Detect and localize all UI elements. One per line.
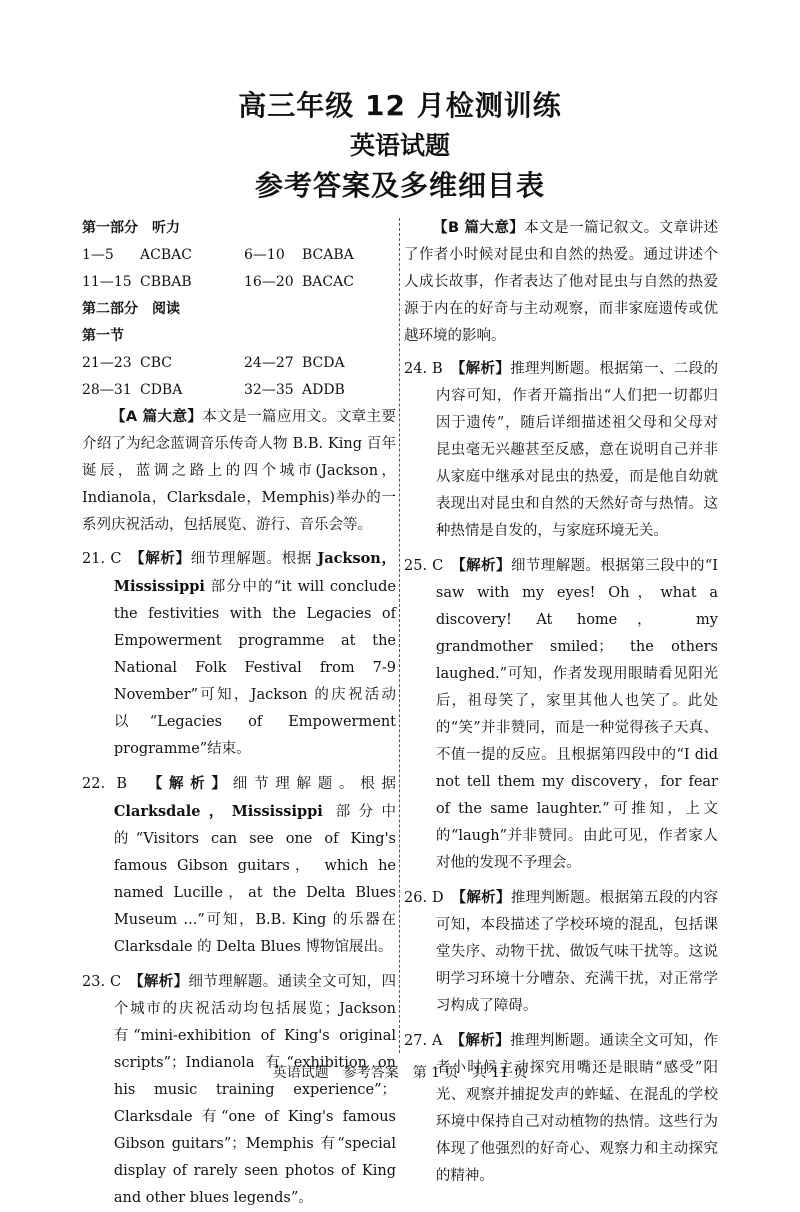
- answer-row: 28—31 CDBA 32—35 ADDB: [82, 382, 345, 398]
- section-heading: 第一节: [82, 328, 124, 344]
- q25-explanation: 25. C 【解析】细节理解题。根据第三段中的“I saw with my eyes! Oh，what a discovery! At home， my grandmother smiled； the others laughed.”可知，作者发现用眼睛看见阳光后，祖母笑了，家里其他人也笑了。此处的“笑”并非赞同，而是一种觉得孩子天真、不值一提的反应。且根据第四段中的“I did not tell them my discovery，for fear of the same laughter.”可推知，上文的“laugh”并非赞同。由此可见，作者家人对他的发现不予理会。: [404, 558, 719, 871]
- answer-row: 11—15 CBBAB 16—20 BACAC: [82, 274, 354, 290]
- page-title: 高三年级 12 月检测训练: [238, 89, 562, 122]
- q24-explanation: 24. B 【解析】推理判断题。根据第一、二段的内容可知，作者开篇指出“人们把一切都归因于遗传”，随后详细描述祖父母和父母对昆虫毫无兴趣甚至反感，意在说明自己并非从家庭中继承对昆虫的热爱，而是他自幼就表现出对昆虫和自然的天然好奇与热情。这种热情是自发的，与家庭环境无关。: [404, 361, 719, 539]
- title-block: [0, 88, 800, 204]
- q27-explanation: 27. A 【解析】推理判断题。通读全文可知，作者小时候主动探究用嘴还是眼睛“感受”阳光、观察并捕捉发声的蚱蜢、在混乱的学校环境中保持自己对动植物的热情。这些行为体现了他强烈的好奇心、观察力和主动探究的精神。: [404, 1033, 719, 1184]
- passage-b-summary: 【B 篇大意】本文是一篇记叙文。文章讲述了作者小时候对昆虫和自然的热爱。通过讲述个人成长故事，作者表达了他对昆虫与自然的热爱源于内在的好奇与主动观察，而非家庭遗传或优越环境的影响。: [404, 220, 718, 344]
- part1-heading: 第一部分 听力: [82, 220, 180, 236]
- answer-row: 21—23 CBC 24—27 BCDA: [82, 355, 345, 371]
- q26-explanation: 26. D 【解析】推理判断题。根据第五段的内容可知，本段描述了学校环境的混乱，包括课堂失序、动物干扰、做饭气味干扰等。这说明学习环境十分嘈杂、充满干扰，对正常学习构成了障碍。: [404, 890, 719, 1014]
- q22-explanation: 22. B 【解析】细节理解题。根据 Clarksdale，Mississippi 部分中的“Visitors can see one of King's famous Gibson guitars， which he named Lucille，at the Delta Blues Museum ...”可知，B.B. King 的乐器在 Clarksdale 的 Delta Blues 博物馆展出。: [82, 776, 397, 955]
- answer-row: 1—5 ACBAC 6—10 BCABA: [82, 247, 354, 263]
- doc-subtitle: 参考答案及多维细目表: [254, 169, 545, 202]
- q21-explanation: 21. C 【解析】细节理解题。根据 Jackson，Mississippi 部分中的“it will conclude the festivities with the Legacies of Empowerment programme at the National Folk Festival from 7-9 November”可知，Jackson 的庆祝活动以“Legacies of Empowerment programme”结束。: [82, 550, 397, 757]
- subject-title: 英语试题: [349, 131, 450, 160]
- passage-a-summary: 【A 篇大意】本文是一篇应用文。文章主要介绍了为纪念蓝调音乐传奇人物 B.B. King 百年诞辰，蓝调之路上的四个城市(Jackson，Indianola，Clarksdale，Memphis)举办的一系列庆祝活动，包括展览、游行、音乐会等。: [82, 409, 396, 533]
- right-column: [404, 215, 718, 1190]
- q23-explanation: 23. C 【解析】细节理解题。通读全文可知，四个城市的庆祝活动均包括展览；Jackson 有“mini-exhibition of King's original scripts”；Indianola 有“exhibition on his music training experience”；Clarksdale 有“one of King's famous Gibson guitars”；Memphis 有“special display of rarely seen photos of King and other blues legends”。: [82, 974, 397, 1206]
- column-divider: [399, 218, 400, 1053]
- page-footer: 英语试题 参考答案 第 1 页 共 11 页: [272, 1065, 528, 1081]
- part2-heading: 第二部分 阅读: [82, 301, 180, 317]
